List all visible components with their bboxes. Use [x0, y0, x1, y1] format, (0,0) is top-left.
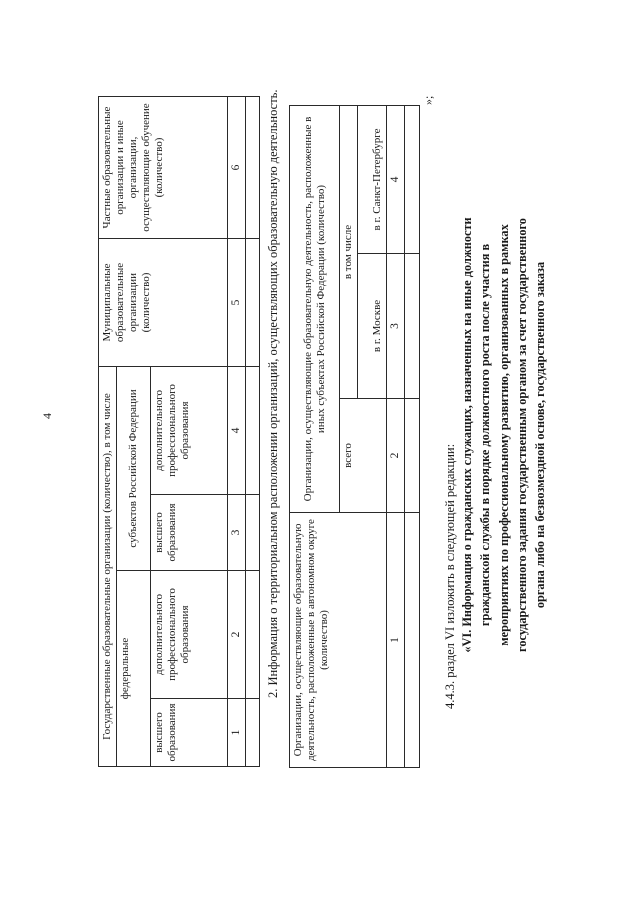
- territorial-location-table: [289, 105, 420, 768]
- header-spb: в г. Санкт-Петербурге: [358, 105, 387, 253]
- header-private: Частные образовательные организации и иные организации, осуществляющие обучение (количество): [99, 97, 228, 239]
- organizations-count-table: [98, 96, 260, 767]
- header-other-regions: Организации, осуществляющие образовательную деятельность, расположенные в иных субъектах Российской Федерации (количество): [290, 105, 340, 512]
- section-amendment-intro: 4.4.3. раздел VI изложить в следующей редакции:: [443, 443, 457, 709]
- header-state-orgs: Государственные образовательные организации (количество), в том числе: [99, 367, 117, 767]
- table1-col-number: 2: [228, 571, 246, 699]
- table1-empty-cell: [246, 97, 260, 239]
- header-moscow: в г. Москве: [358, 254, 387, 399]
- header-federal: федеральные: [117, 571, 151, 767]
- table2-empty-cell: [405, 399, 420, 513]
- table1-empty-cell: [246, 367, 260, 495]
- section-6-heading: «VI. Информация о гражданских служащих, назначенных на иные должности гражданской службы в порядке должностного роста после участия в мероприятиях по профессиональному развитию, организованных в рамках государственного задания государственным органом за счет государственного органа либо на безвозмездной основе, государственного заказа: [460, 217, 548, 653]
- header-total: всего: [340, 399, 387, 513]
- table1-empty-cell: [246, 495, 260, 571]
- table2-empty-cell: [405, 513, 420, 768]
- table2-empty-cell: [405, 254, 420, 399]
- table1-col-number: 6: [228, 97, 246, 239]
- table2-col-number: 2: [387, 399, 405, 513]
- page-number: 4: [40, 413, 54, 419]
- table1-col-number: 3: [228, 495, 246, 571]
- header-regional: субъектов Российской Федерации: [117, 367, 151, 571]
- table1-col-number: 4: [228, 367, 246, 495]
- header-additional-regional: дополнительного профессионального образования: [151, 367, 228, 495]
- header-additional-federal: дополнительного профессионального образования: [151, 571, 228, 699]
- header-higher-regional: высшего образования: [151, 495, 228, 571]
- header-municipal: Муниципальные образовательные организации (количество): [99, 239, 228, 367]
- table1-empty-cell: [246, 571, 260, 699]
- table2-col-number: 4: [387, 105, 405, 253]
- table1-empty-cell: [246, 699, 260, 767]
- header-including: в том числе: [340, 105, 358, 398]
- table2-empty-cell: [405, 105, 420, 253]
- table2-col-number: 3: [387, 254, 405, 399]
- table1-col-number: 5: [228, 239, 246, 367]
- closing-quote: »;: [421, 95, 435, 105]
- table1-empty-cell: [246, 239, 260, 367]
- section-2-title: 2. Информация о территориальном расположении организаций, осуществляющих образовательную деятельность.: [266, 89, 280, 698]
- header-okrug-orgs: Организации, осуществляющие образовательную деятельность, расположенные в автономном округе (количество): [290, 513, 387, 768]
- header-higher-federal: высшего образования: [151, 699, 228, 767]
- table2-col-number: 1: [387, 513, 405, 768]
- table1-col-number: 1: [228, 699, 246, 767]
